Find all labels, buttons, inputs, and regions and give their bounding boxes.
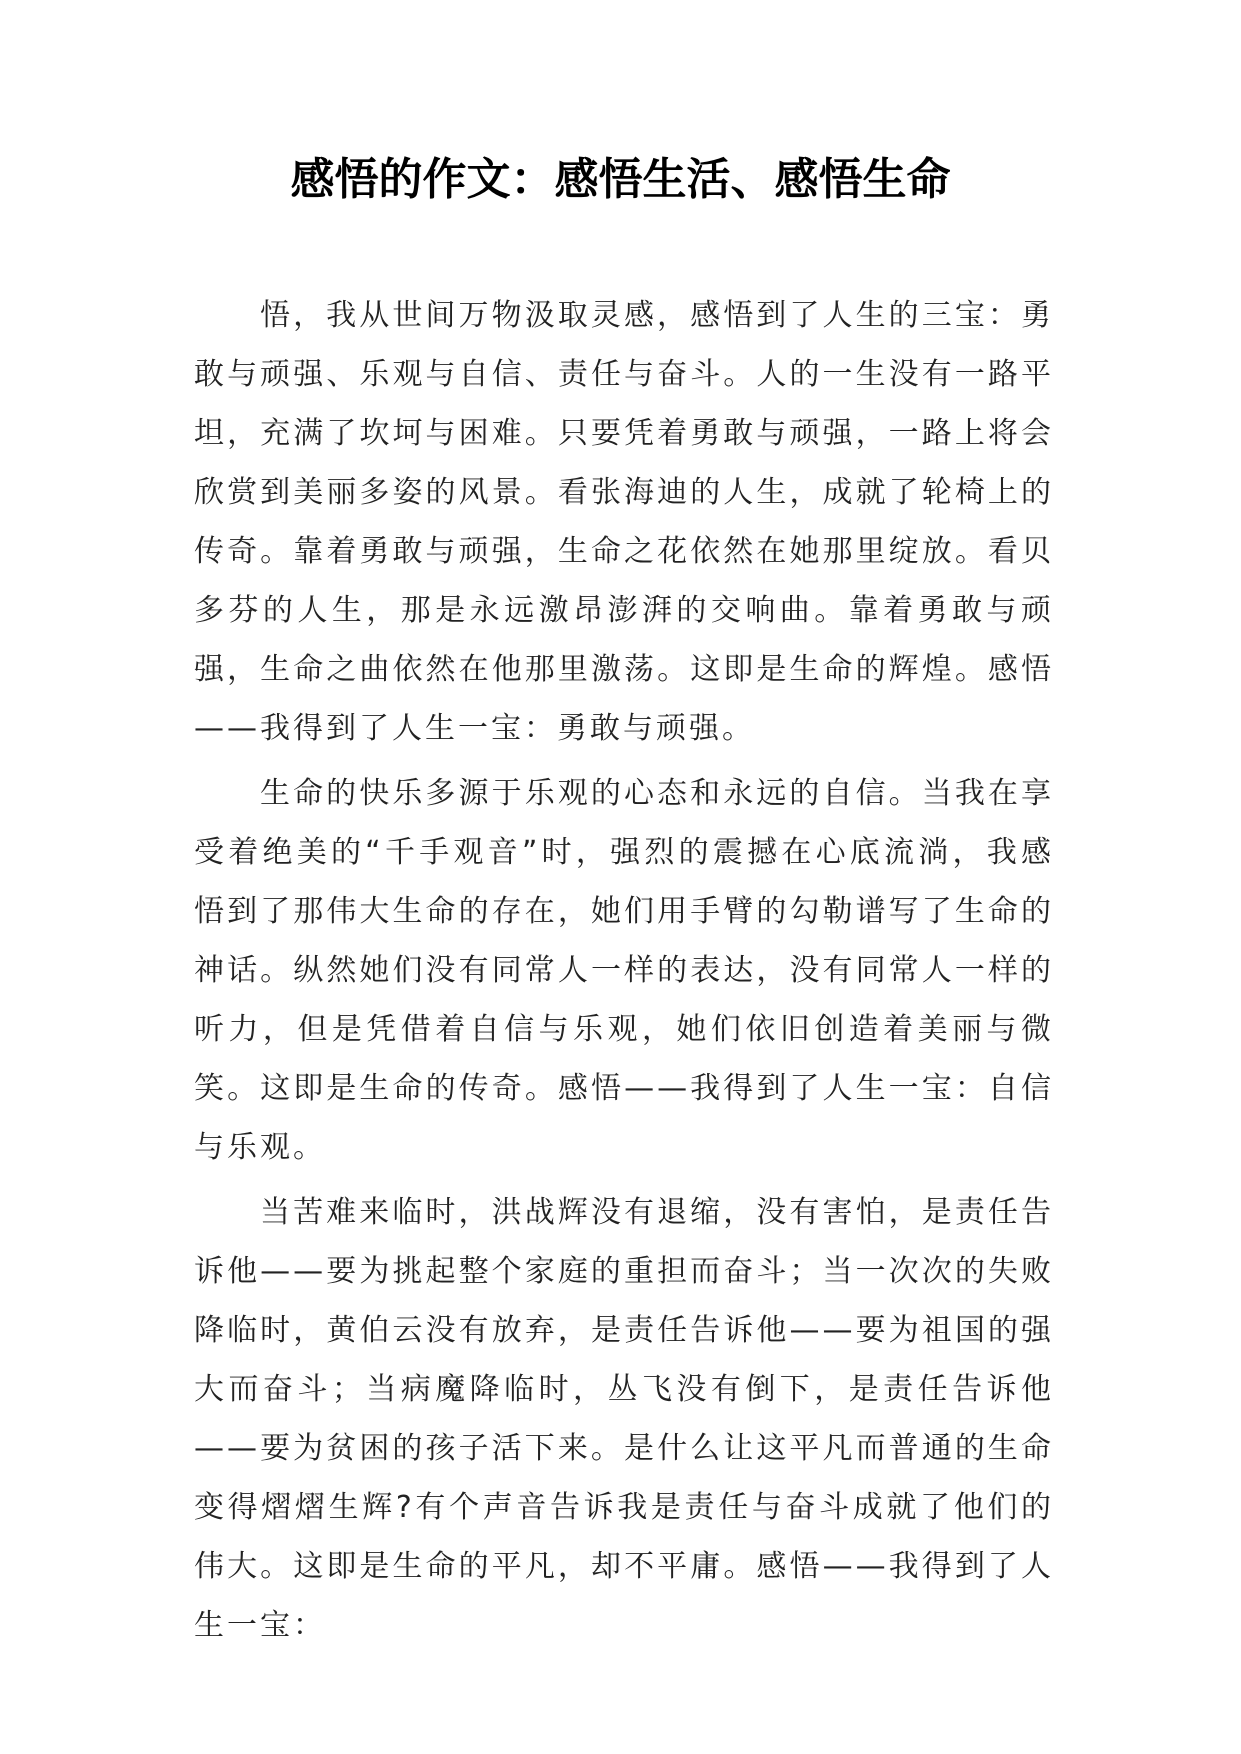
document-title: 感悟的作文：感悟生活、感悟生命 — [290, 154, 951, 205]
paragraph-2: 生命的快乐多源于乐观的心态和永远的自信。当我在享受着绝美的“千手观音”时，强烈的震撼在心底流淌，我感悟到了那伟大生命的存在，她们用手臂的勾勒谱写了生命的神话。纵然她们没有同常人一样的表达，没有同常人一样的听力，但是凭借着自信与乐观，她们依旧创造着美丽与微笑。这即是生命的传奇。感悟——我得到了人生一宝：自信与乐观。 — [194, 776, 1054, 1165]
document-body — [194, 286, 1054, 1661]
paragraph-1: 悟，我从世间万物汲取灵感，感悟到了人生的三宝：勇敢与顽强、乐观与自信、责任与奋斗。人的一生没有一路平坦，充满了坎坷与困难。只要凭着勇敢与顽强，一路上将会欣赏到美丽多姿的风景。看张海迪的人生，成就了轮椅上的传奇。靠着勇敢与顽强，生命之花依然在她那里绽放。看贝多芬的人生，那是永远激昂澎湃的交响曲。靠着勇敢与顽强，生命之曲依然在他那里激荡。这即是生命的辉煌。感悟——我得到了人生一宝：勇敢与顽强。 — [194, 298, 1054, 746]
paragraph-3: 当苦难来临时，洪战辉没有退缩，没有害怕，是责任告诉他——要为挑起整个家庭的重担而奋斗；当一次次的失败降临时，黄伯云没有放弃，是责任告诉他——要为祖国的强大而奋斗；当病魔降临时，丛飞没有倒下，是责任告诉他——要为贫困的孩子活下来。是什么让这平凡而普通的生命变得熠熠生辉?有个声音告诉我是责任与奋斗成就了他们的伟大。这即是生命的平凡，却不平庸。感悟——我得到了人生一宝： — [194, 1195, 1054, 1643]
